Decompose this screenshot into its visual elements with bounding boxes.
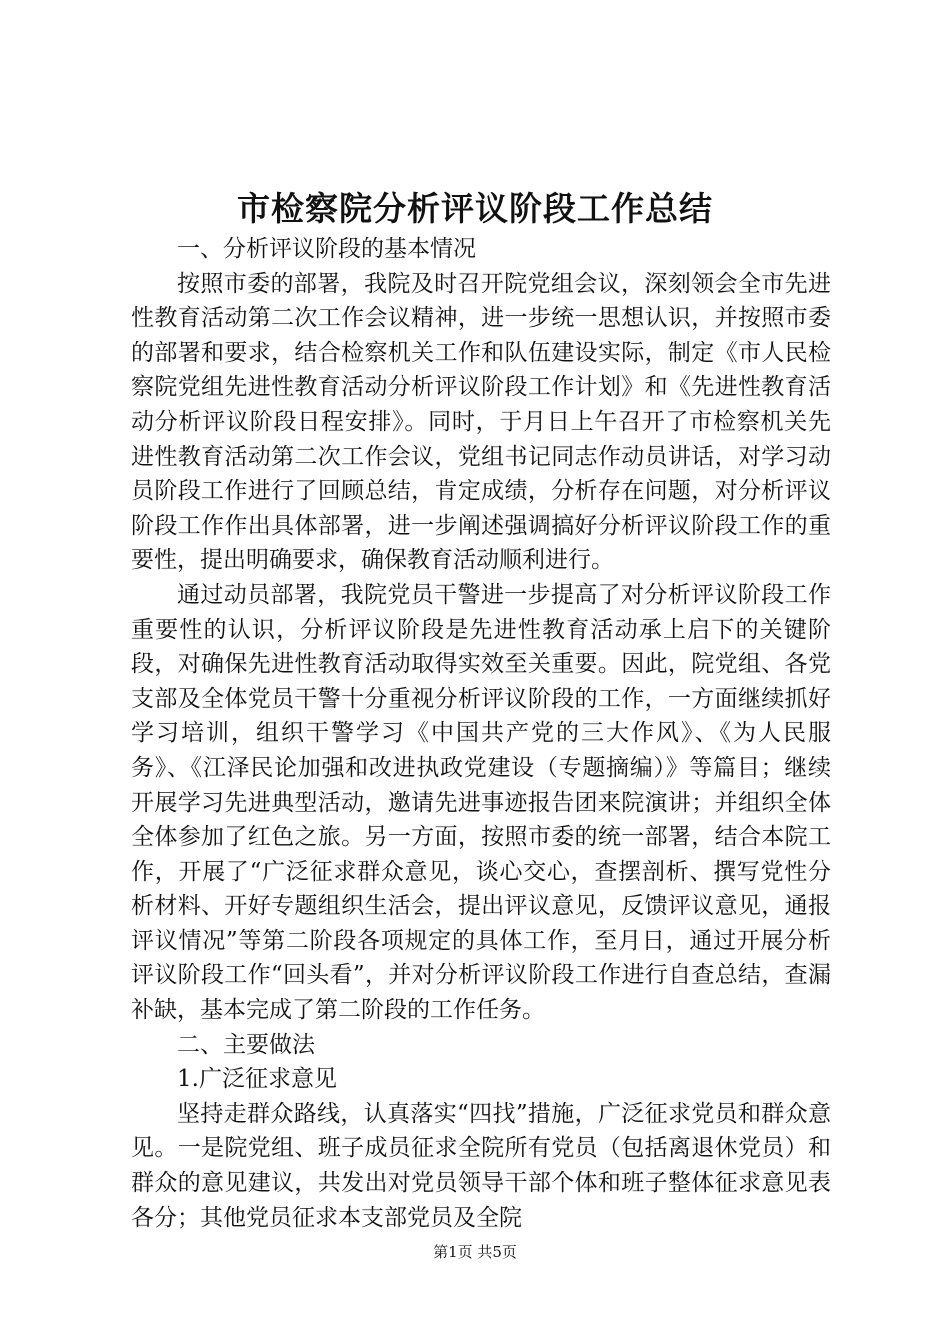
section-heading-2: 二、主要做法: [177, 1031, 315, 1058]
paragraph-3: 坚持走群众路线，认真落实“四找”措施，广泛征求党员和群众意见。一是院党组、班子成员征求全院所有党员（包括离退休党员）和群众的意见建议，共发出对党员领导干部个体和班子整体征求意见表各分；其他党员征求本支部党员及全院: [131, 1100, 831, 1231]
subsection-heading-1: 1.广泛征求意见: [177, 1066, 337, 1093]
page-footer: 第1页 共5页: [433, 1243, 517, 1261]
document-body: [131, 232, 831, 1235]
paragraph-1: 按照市委的部署，我院及时召开院党组会议，深刻领会全市先进性教育活动第二次工作会议精神，进一步统一思想认识，并按照市委的部署和要求，结合检察机关工作和队伍建设实际，制定《市人民检察院党组先进性教育活动分析评议阶段工作计划》和《先进性教育活动分析评议阶段日程安排》。同时，于月日上午召开了市检察机关先进性教育活动第二次工作会议，党组书记同志作动员讲话，对学习动员阶段工作进行了回顾总结，肯定成绩，分析存在问题，对分析评议阶段工作作出具体部署，进一步阐述强调搞好分析评议阶段工作的重要性，提出明确要求，确保教育活动顺利进行。: [131, 270, 831, 574]
document-title: 市检察院分析评议阶段工作总结: [237, 189, 713, 228]
section-heading-1: 一、分析评议阶段的基本情况: [177, 236, 476, 262]
paragraph-2: 通过动员部署，我院党员干警进一步提高了对分析评议阶段工作重要性的认识，分析评议阶段是先进性教育活动承上启下的关键阶段，对确保先进性教育活动取得实效至关重要。因此，院党组、各党支部及全体党员干警十分重视分析评议阶段的工作，一方面继续抓好学习培训，组织干警学习《中国共产党的三大作风》、《为人民服务》、《江泽民论加强和改进执政党建设（专题摘编）》等篇目；继续开展学习先进典型活动，邀请先进事迹报告团来院演讲；并组织全体全体参加了红色之旅。另一方面，按照市委的统一部署，结合本院工作，开展了“广泛征求群众意见，谈心交心，查摆剖析、撰写党性分析材料、开好专题组织生活会，提出评议意见，反馈评议意见，通报评议情况”等第二阶段各项规定的具体工作，至月日，通过开展分析评议阶段工作“回头看”，并对分析评议阶段工作进行自查总结，查漏补缺，基本完成了第二阶段的工作任务。: [131, 581, 831, 1024]
